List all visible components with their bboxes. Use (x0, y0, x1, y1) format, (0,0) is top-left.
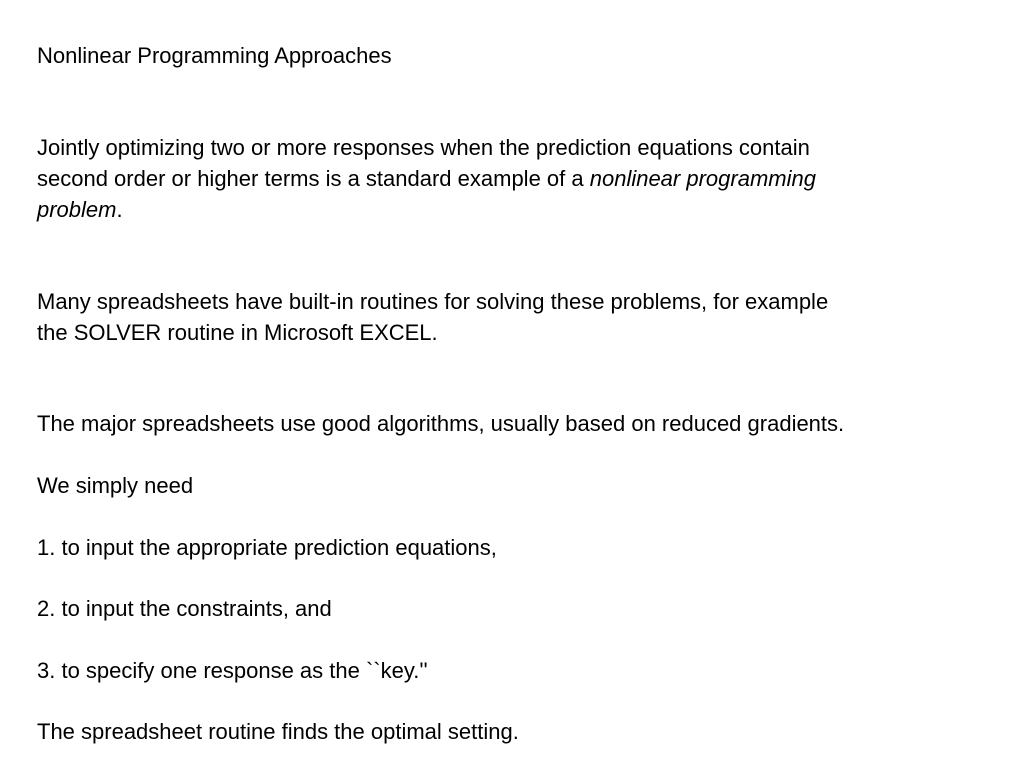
paragraph-1-line-2 (37, 163, 816, 194)
paragraph-1-line-2-text: second order or higher terms is a standard example of a (37, 166, 590, 191)
nonlinear-programming-emphasis: nonlinear programming (589, 166, 816, 191)
step-item-3: 3. to specify one response as the ``key.'' (37, 658, 428, 683)
paragraph-2-line-2: the SOLVER routine in Microsoft EXCEL. (37, 320, 438, 345)
paragraph-1-period: . (116, 197, 123, 222)
page-title: Nonlinear Programming Approaches (37, 43, 392, 68)
paragraph-1-line-3 (37, 194, 123, 225)
step-item-2: 2. to input the constraints, and (37, 596, 332, 621)
intro-text: We simply need (37, 473, 194, 498)
problem-emphasis: problem (37, 197, 117, 222)
paragraph-2-line-1: Many spreadsheets have built-in routines for solving these problems, for example (37, 289, 829, 314)
conclusion-text: The spreadsheet routine finds the optimal setting. (37, 719, 519, 744)
paragraph-3: The major spreadsheets use good algorithms, usually based on reduced gradients. (37, 411, 845, 436)
step-item-1: 1. to input the appropriate prediction equations, (37, 535, 497, 560)
paragraph-1-line-1: Jointly optimizing two or more responses when the prediction equations contain (37, 135, 810, 160)
